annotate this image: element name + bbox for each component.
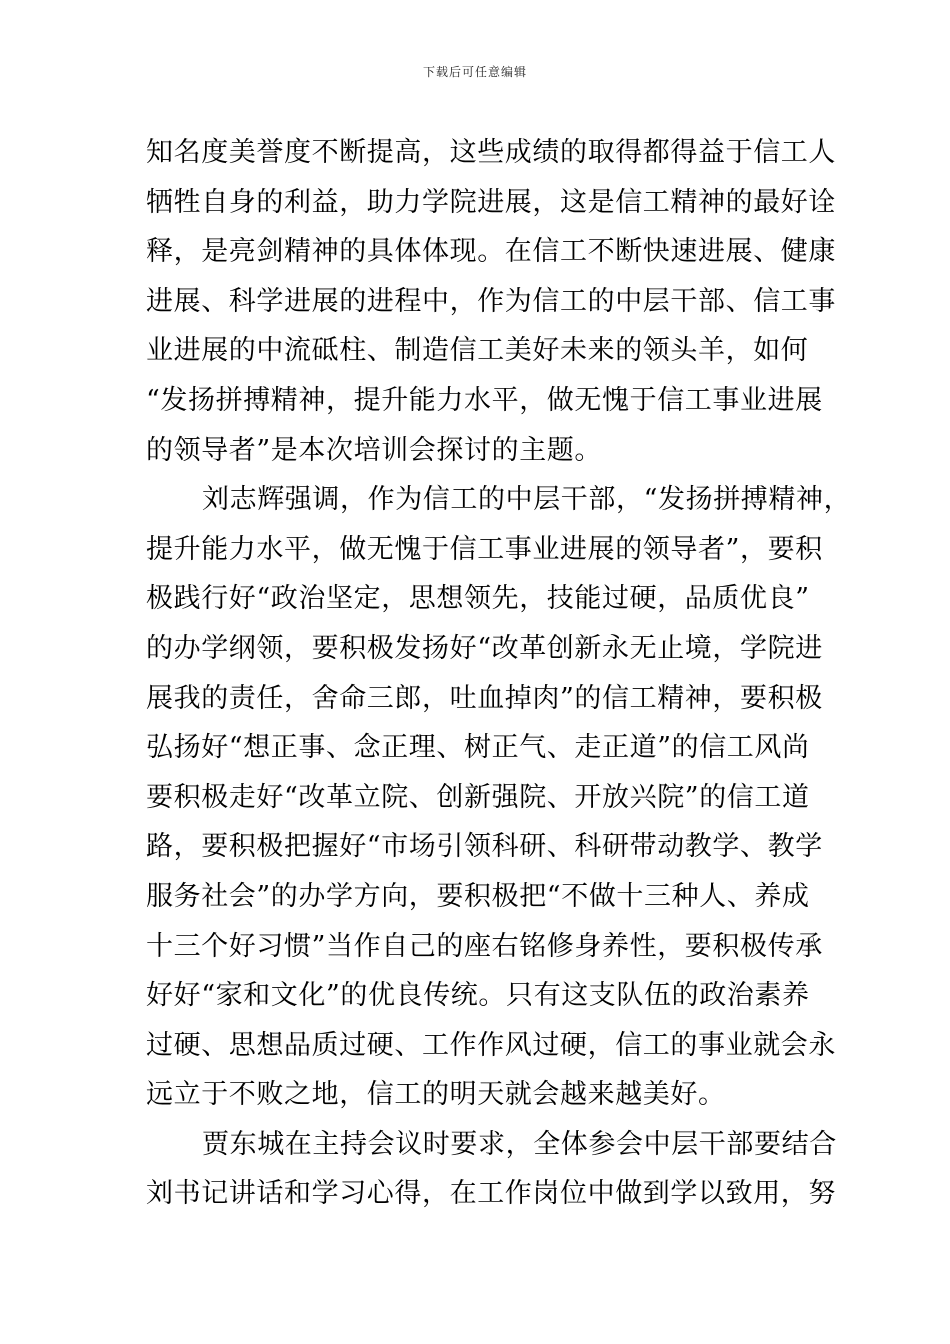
text-line: 进展、科学进展的进程中，作为信工的中层干部、信工事 <box>146 285 836 317</box>
text-line: 知名度美誉度不断提高，这些成绩的取得都得益于信工人 <box>146 137 836 168</box>
text-line: 过硬、思想品质过硬、工作作风过硬，信工的事业就会永 <box>146 1029 836 1061</box>
text-line: 的领导者”是本次培训会探讨的主题。 <box>146 434 603 466</box>
text-line: 弘扬好“想正事、念正理、树正气、走正道”的信工风尚 <box>146 732 810 764</box>
text-line: 要积极走好“改革立院、创新强院、开放兴院”的信工道 <box>146 781 810 813</box>
paragraph-first-line: 刘志辉强调，作为信工的中层干部，“发扬拼搏精神， <box>202 484 852 516</box>
text-line: 服务社会”的办学方向，要积极把“不做十三种人、养成 <box>146 880 810 912</box>
text-line: 极践行好“政治坚定，思想领先，技能过硬，品质优良” <box>146 583 810 615</box>
text-line: 业进展的中流砥柱、制造信工美好未来的领头羊，如何 <box>146 335 809 367</box>
text-line: 路，要积极把握好“市场引领科研、科研带动教学、教学 <box>146 831 823 863</box>
text-line: 释，是亮剑精神的具体体现。在信工不断快速进展、健康 <box>146 236 836 268</box>
text-line: 远立于不败之地，信工的明天就会越来越美好。 <box>146 1079 726 1111</box>
text-line: 刘书记讲话和学习心得，在工作岗位中做到学以致用，努 <box>146 1178 836 1210</box>
paragraph-first-line: 贾东城在主持会议时要求，全体参会中层干部要结合 <box>202 1128 837 1160</box>
text-line: 十三个好习惯”当作自己的座右铭修身养性，要积极传承 <box>146 930 823 962</box>
text-line: 提升能力水平，做无愧于信工事业进展的领导者”，要积 <box>146 533 823 565</box>
body-text <box>146 128 852 1219</box>
text-line: 的办学纲领，要积极发扬好“改革创新永无止境，学院进 <box>146 632 823 664</box>
page-header: 下载后可任意编辑 <box>422 65 527 79</box>
text-line: 好好“家和文化”的优良传统。只有这支队伍的政治素养 <box>146 980 810 1012</box>
text-line: 展我的责任，舍命三郎，吐血掉肉”的信工精神，要积极 <box>146 682 823 714</box>
text-line: 牺牲自身的利益，助力学院进展，这是信工精神的最好诠 <box>146 186 836 218</box>
text-line: “发扬拼搏精神，提升能力水平，做无愧于信工事业进展 <box>146 384 823 416</box>
